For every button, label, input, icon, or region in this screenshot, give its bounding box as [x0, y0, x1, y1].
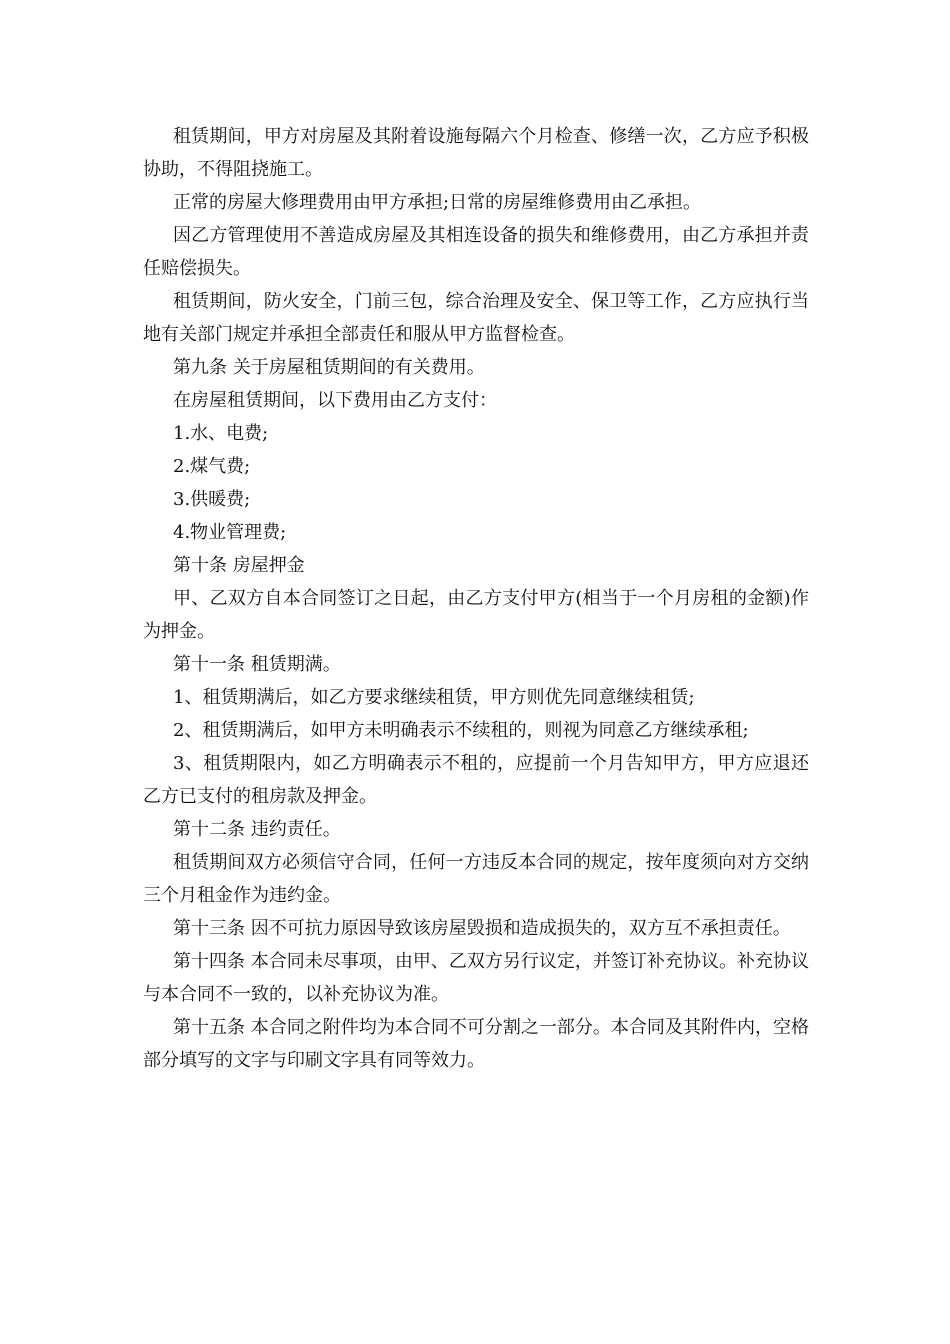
paragraph: 正常的房屋大修理费用由甲方承担;日常的房屋维修费用由乙承担。 — [173, 192, 702, 213]
list-item: 3.供暖费; — [173, 489, 251, 510]
document-body — [143, 120, 809, 1077]
paragraph: 租赁期间双方必须信守合同，任何一方违反本合同的规定，按年度须向对方交纳三个月租金作为违约金。 — [143, 852, 809, 906]
paragraph: 租赁期间，防火安全，门前三包，综合治理及安全、保卫等工作，乙方应执行当地有关部门规定并承担全部责任和服从甲方监督检查。 — [143, 291, 809, 345]
paragraph: 因乙方管理使用不善造成房屋及其相连设备的损失和维修费用，由乙方承担并责任赔偿损失。 — [143, 225, 809, 279]
paragraph: 在房屋租赁期间，以下费用由乙方支付： — [173, 390, 497, 411]
paragraph: 第十五条 本合同之附件均为本合同不可分割之一部分。本合同及其附件内，空格部分填写的文字与印刷文字具有同等效力。 — [143, 1017, 809, 1071]
article-heading: 第九条 关于房屋租赁期间的有关费用。 — [173, 357, 485, 378]
paragraph: 甲、乙双方自本合同签订之日起，由乙方支付甲方(相当于一个月房租的金额)作为押金。 — [143, 588, 809, 642]
list-item: 2、租赁期满后，如甲方未明确表示不续租的，则视为同意乙方继续承租; — [173, 720, 749, 741]
paragraph: 第十四条 本合同未尽事项，由甲、乙双方另行议定，并签订补充协议。补充协议与本合同不一致的，以补充协议为准。 — [143, 951, 809, 1005]
list-item: 1、租赁期满后，如乙方要求继续租赁，甲方则优先同意继续租赁; — [173, 687, 695, 708]
article-heading: 第十二条 违约责任。 — [173, 819, 341, 840]
list-item: 2.煤气费; — [173, 456, 251, 477]
article-heading: 第十一条 租赁期满。 — [173, 654, 341, 675]
list-item: 4.物业管理费; — [173, 522, 287, 543]
list-item: 3、租赁期限内，如乙方明确表示不租的，应提前一个月告知甲方，甲方应退还乙方已支付的租房款及押金。 — [143, 753, 809, 807]
list-item: 1.水、电费; — [173, 423, 269, 444]
paragraph: 租赁期间，甲方对房屋及其附着设施每隔六个月检查、修缮一次，乙方应予积极协助，不得阻挠施工。 — [143, 126, 809, 180]
paragraph: 第十三条 因不可抗力原因导致该房屋毁损和造成损失的，双方互不承担责任。 — [173, 918, 791, 939]
article-heading: 第十条 房屋押金 — [173, 555, 305, 576]
